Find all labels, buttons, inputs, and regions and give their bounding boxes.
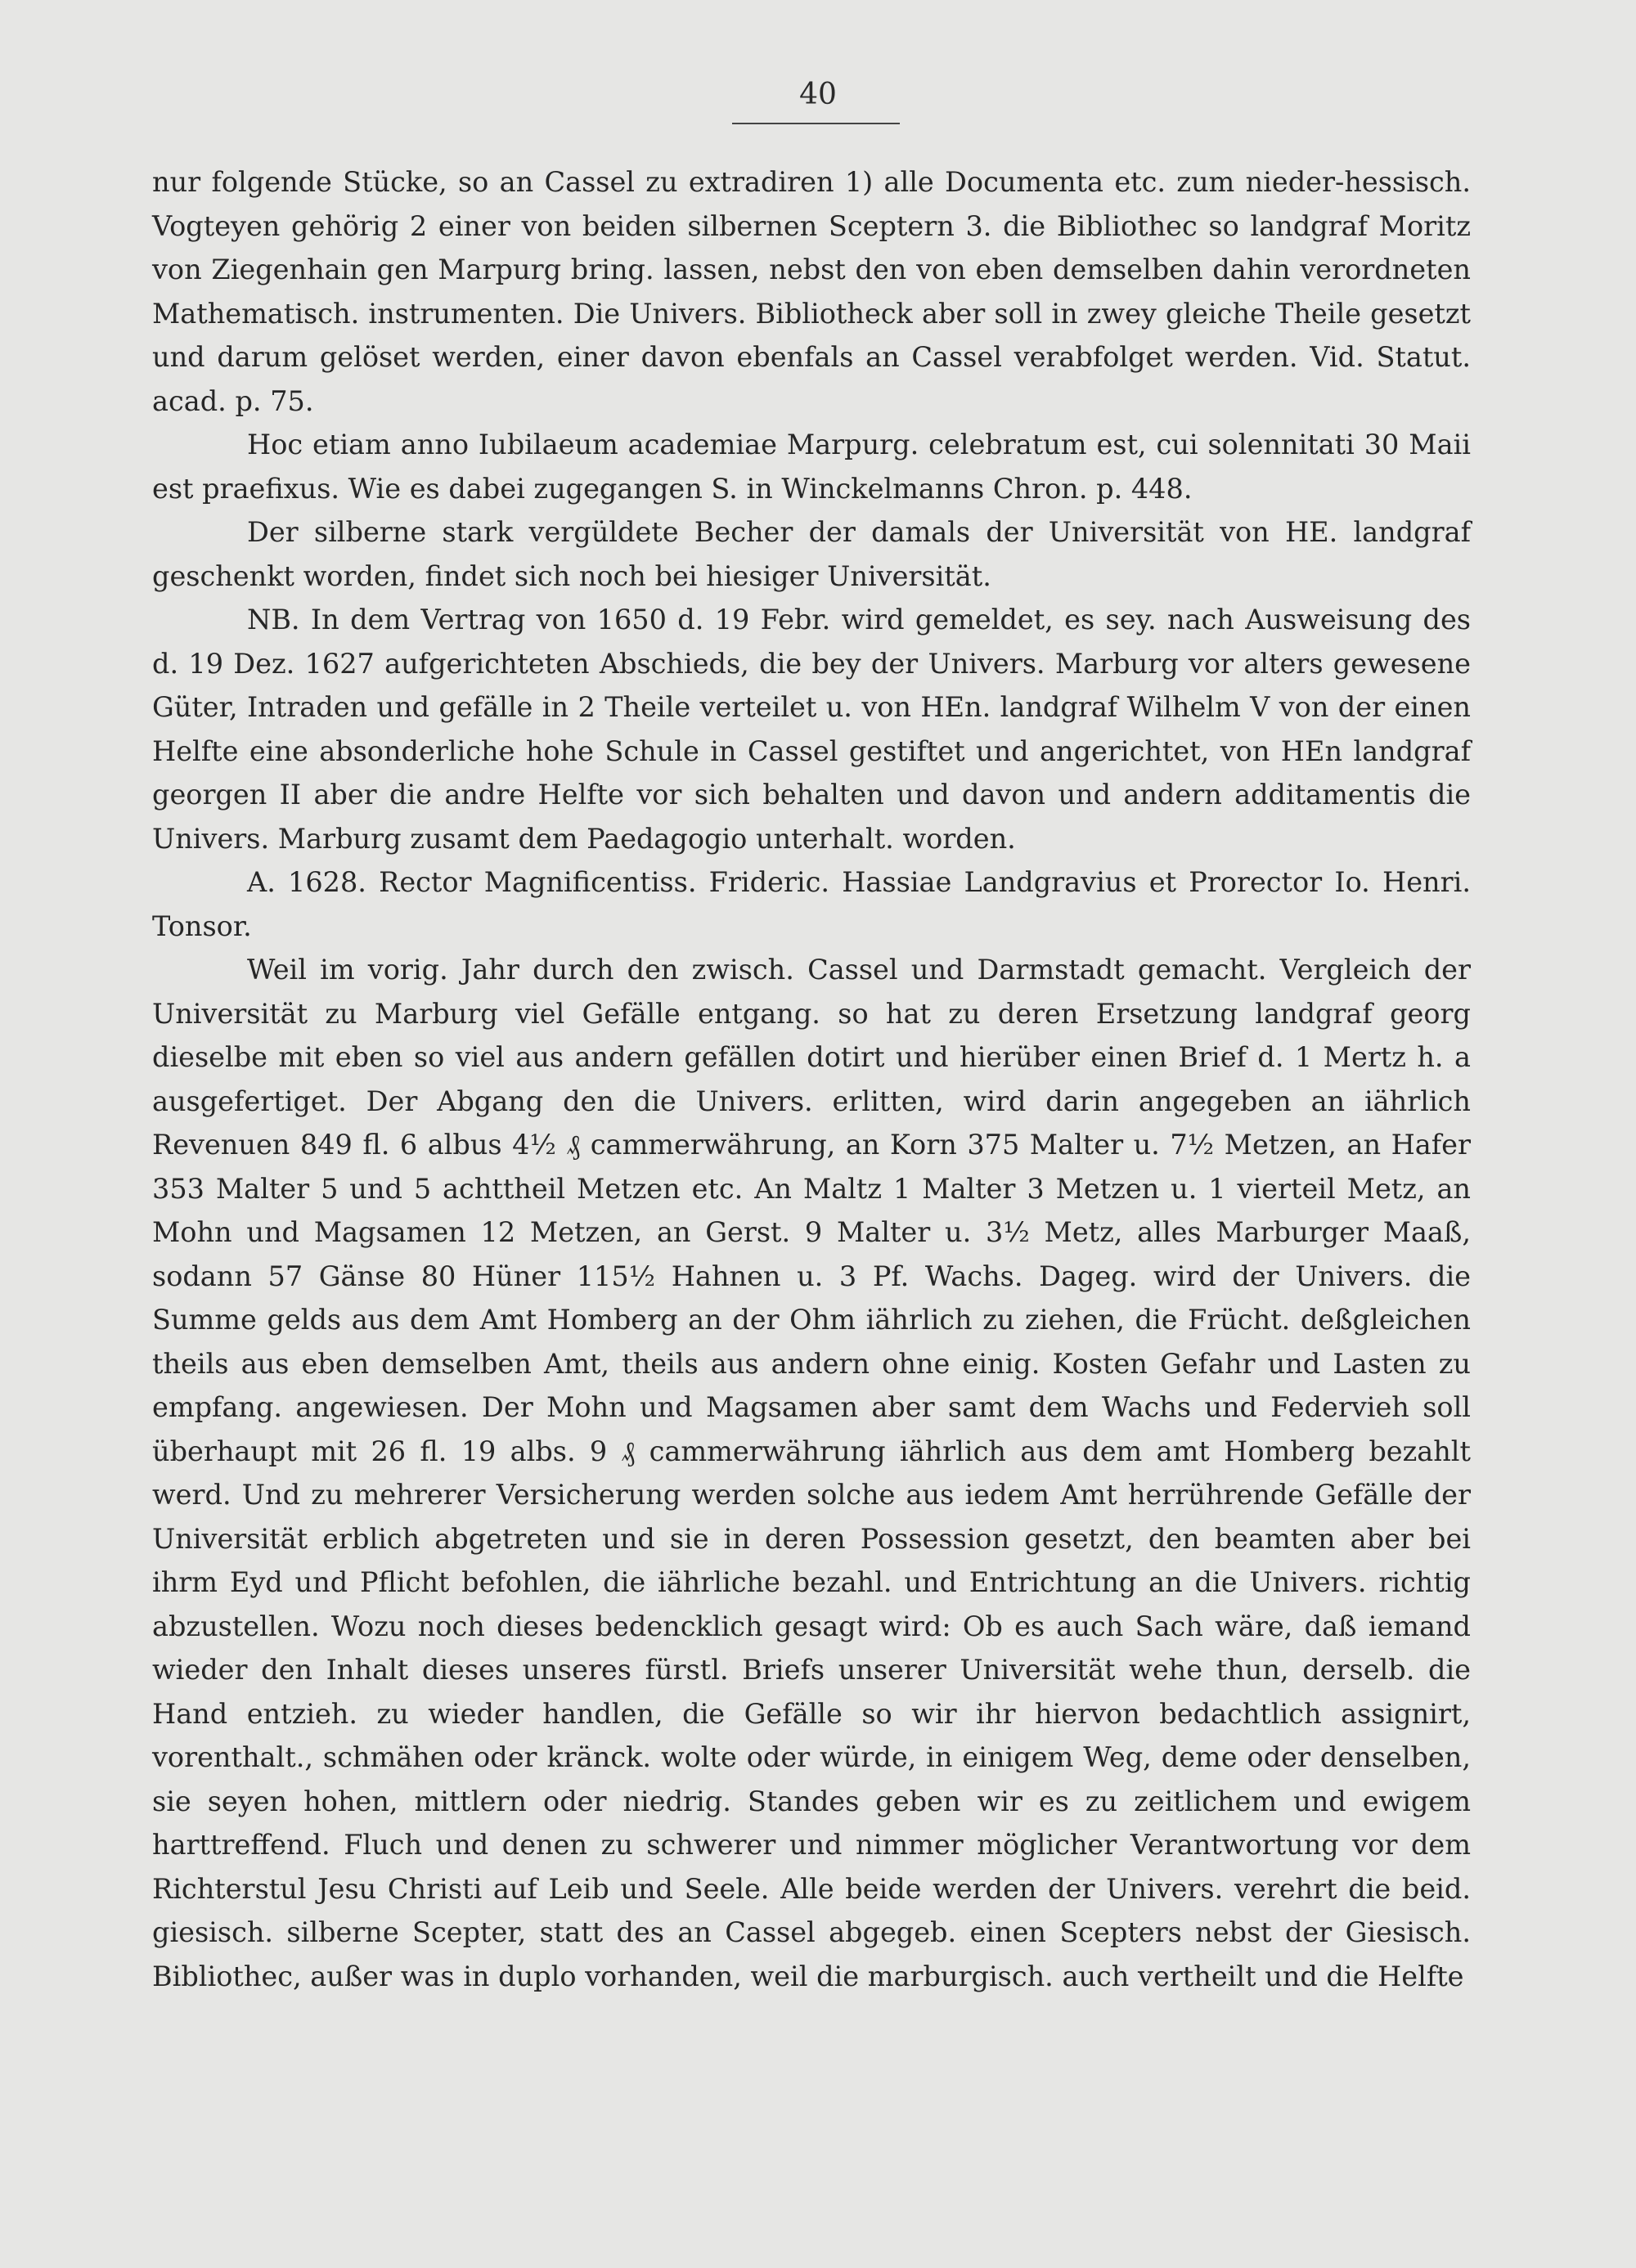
- paragraph: NB. In dem Vertrag von 1650 d. 19 Febr. wird gemeldet, es sey. nach Ausweisung des d. 19 Dez. 1627 aufgerichteten Abschieds, die bey der Univers. Marburg vor alters gewesene Güter, Intraden und gefälle in 2 Theile verteilet u. von HEn. landgraf Wilhelm V von der einen Helfte eine absonderliche hohe Schule in Cassel gestiftet und angerichtet, von HEn landgraf georgen II aber die andre Helfte vor sich behalten und davon und andern additamentis die Univers. Marburg zusamt dem Paedagogio unterhalt. worden.: [152, 604, 1471, 855]
- page-number: 40: [799, 78, 837, 111]
- paragraph: Hoc etiam anno Iubilaeum academiae Marpurg. celebratum est, cui solennitati 30 Maii est praefixus. Wie es dabei zugegangen S. in Winckelmanns Chron. p. 448.: [152, 429, 1471, 505]
- body-text: [152, 160, 1471, 1998]
- paragraph: Weil im vorig. Jahr durch den zwisch. Cassel und Darmstadt gemacht. Vergleich der Universität zu Marburg viel Gefälle entgang. so hat zu deren Ersetzung landgraf georg dieselbe mit eben so viel aus andern gefällen dotirt und hierüber einen Brief d. 1 Mertz h. a ausgefertiget. Der Abgang den die Univers. erlitten, wird darin angegeben an iährlich Revenuen 849 fl. 6 albus 4½ ₰ cammerwährung, an Korn 375 Malter u. 7½ Metzen, an Hafer 353 Malter 5 und 5 achttheil Metzen etc. An Maltz 1 Malter 3 Metzen u. 1 vierteil Metz, an Mohn und Magsamen 12 Metzen, an Gerst. 9 Malter u. 3½ Metz, alles Marburger Maaß, sodann 57 Gänse 80 Hüner 115½ Hahnen u. 3 Pf. Wachs. Dageg. wird der Univers. die Summe gelds aus dem Amt Homberg an der Ohm iährlich zu ziehen, die Frücht. deßgleichen theils aus eben demselben Amt, theils aus andern ohne einig. Kosten Gefahr und Lasten zu empfang. angewiesen. Der Mohn und Magsamen aber samt dem Wachs und Federvieh soll überhaupt mit 26 fl. 19 albs. 9 ₰ cammerwährung iährlich aus dem amt Homberg bezahlt werd. Und zu mehrerer Versicherung werden solche aus iedem Amt herrührende Gefälle der Universität erblich abgetreten und sie in deren Possession gesetzt, den beamten aber bei ihrm Eyd und Pflicht befohlen, die iährliche bezahl. und Entrichtung an die Univers. richtig abzustellen. Wozu noch dieses bedencklich gesagt wird: Ob es auch Sach wäre, daß iemand wieder den Inhalt dieses unseres fürstl. Briefs unserer Universität wehe thun, derselb. die Hand entzieh. zu wieder handlen, die Gefälle so wir ihr hiervon bedachtlich assignirt, vorenthalt., schmähen oder kränck. wolte oder würde, in einigem Weg, deme oder denselben, sie seyen hohen, mittlern oder niedrig. Standes geben wir es zu zeitlichem und ewigem harttreffend. Fluch und denen zu schwerer und nimmer möglicher Verantwortung vor dem Richterstul Jesu Christi auf Leib und Seele. Alle beide werden der Univers. verehrt die beid. giesisch. silberne Scepter, statt des an Cassel abgegeb. einen Scepters nebst der Giesisch. Bibliothec, außer was in duplo vorhanden, weil die marburgisch. auch vertheilt und die Helfte: [152, 954, 1471, 1992]
- paragraph: nur folgende Stücke, so an Cassel zu extradiren 1) alle Documenta etc. zum nieder-hessisch. Vogteyen gehörig 2 einer von beiden silbernen Sceptern 3. die Bibliothec so landgraf Moritz von Ziegenhain gen Marpurg bring. lassen, nebst den von eben demselben dahin verordneten Mathematisch. instrumenten. Die Univers. Bibliotheck aber soll in zwey gleiche Theile gesetzt und darum gelöset werden, einer davon ebenfals an Cassel verabfolget werden. Vid. Statut. acad. p. 75.: [152, 166, 1471, 417]
- paragraph: A. 1628. Rector Magnificentiss. Frideric. Hassiae Landgravius et Prorector Io. Henri. Tonsor.: [152, 866, 1471, 942]
- page-number-rule: [732, 123, 900, 124]
- paragraph: Der silberne stark vergüldete Becher der damals der Universität von HE. landgraf geschenkt worden, findet sich noch bei hiesiger Universität.: [152, 516, 1471, 592]
